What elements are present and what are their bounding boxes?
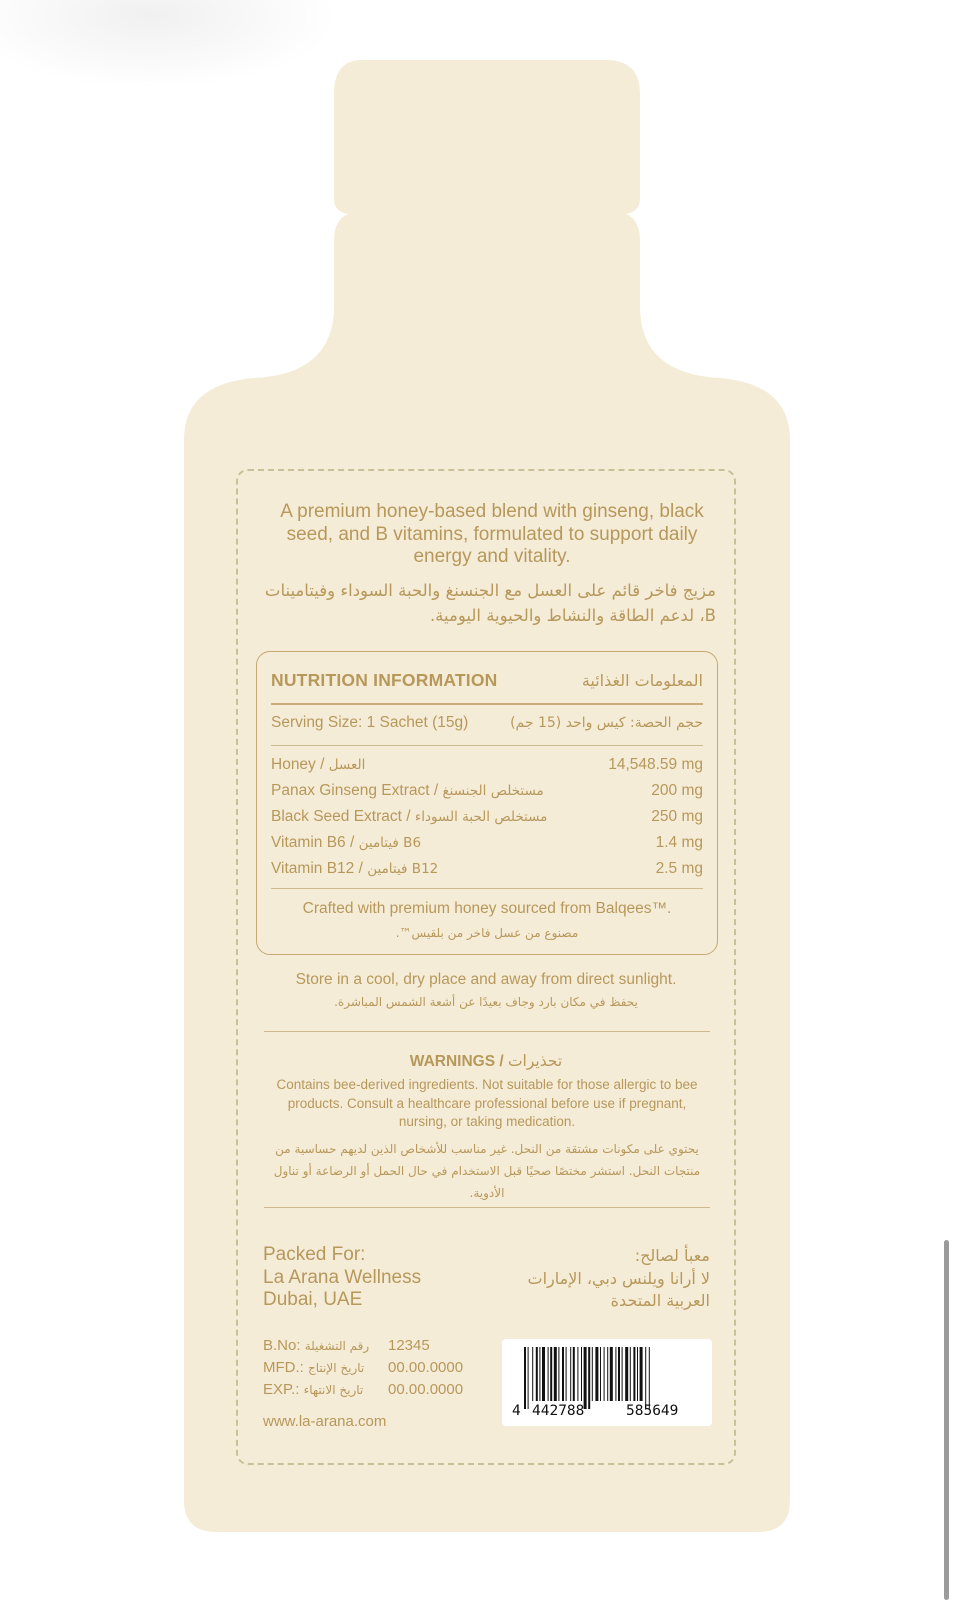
barcode-bar [548,1347,549,1401]
barcode-bar [562,1347,564,1401]
barcode-bar [536,1347,538,1401]
packed-for-arabic: معبأ لصالح: لا أرانا ويلنس دبي، الإمارات العربية المتحدة [527,1246,710,1310]
barcode-bar [625,1347,628,1401]
nutrition-row-label: Honey / العسل [271,756,366,773]
barcode-bar [595,1347,598,1401]
nutrition-row [271,834,703,860]
barcode-bar [584,1347,587,1409]
manufacture-date-value: 00.00.0000 [388,1359,464,1376]
scrollbar[interactable] [944,1240,949,1600]
barcode-bar [581,1347,582,1401]
section-divider [264,1207,710,1208]
barcode [502,1339,712,1426]
nutrition-row-value: 14,548.59 mg [608,756,703,773]
barcode-bar [622,1347,623,1401]
barcode-bar [630,1347,631,1401]
nutrition-footer-rule [271,888,703,889]
nutrition-row [271,808,703,834]
barcode-bar [592,1347,593,1401]
serving-size-english: Serving Size: 1 Sachet (15g) [271,714,469,731]
barcode-bar [610,1347,613,1401]
description-english: A premium honey-based blend with ginseng, black seed, and B vitamins, formulated to support daily energy and vitality. [280,501,704,567]
nutrition-row-label: Black Seed Extract / مستخلص الحبة السوداء [271,808,548,825]
nutrition-row-value: 2.5 mg [655,860,703,877]
barcode-bar [600,1347,601,1401]
nutrition-row [271,782,703,808]
crafted-note-english: Crafted with premium honey sourced from Balqees™. [302,900,672,917]
barcode-bar [615,1347,616,1401]
barcode-bar [640,1347,643,1401]
barcode-bar [618,1347,620,1401]
nutrition-row-value: 200 mg [651,782,703,799]
nutrition-header-rule [271,703,703,705]
nutrition-row-label: Panax Ginseng Extract / مستخلص الجنسنغ [271,782,544,799]
barcode-bar [604,1347,605,1401]
nutrition-title-english: NUTRITION INFORMATION [271,670,498,690]
barcode-bar [542,1347,545,1401]
nutrition-row [271,860,703,886]
warnings-title: WARNINGS / تحذيرات [409,1052,563,1070]
barcode-bar [649,1347,650,1409]
storage-arabic: يحفظ في مكان بارد وجاف بعيدًا عن أشعة الشمس المباشرة. [334,995,638,1009]
nutrition-row-value: 1.4 mg [655,834,703,851]
nutrition-panel [256,651,718,955]
barcode-bar [633,1347,635,1401]
batch-number-row: B.No: رقم التشغيلة 12345 [263,1337,430,1354]
barcode-bar [573,1347,575,1401]
manufacture-date-row: MFD.: تاريخ الإنتاج 00.00.0000 [263,1359,464,1376]
warnings-arabic: يحتوي على مكونات مشتقة من النحل. غير مناسب للأشخاص الذين لديهم حساسية من منتجات النحل. استشر مختصًا صحيًا قبل الاستخدام في حال الحمل أو الرضاعة أو تناول الأدوية. [273,1142,701,1200]
storage-english: Store in a cool, dry place and away from direct sunlight. [295,971,677,988]
barcode-bar [550,1347,552,1401]
website-link[interactable]: www.la-arana.com [263,1413,387,1430]
crafted-note-arabic: مصنوع من عسل فاخر من بلقيس™. [395,926,579,940]
nutrition-row [271,756,703,782]
barcode-bar [588,1347,590,1409]
barcode-bar [554,1347,557,1401]
nutrition-title-arabic: المعلومات الغذائية [581,671,703,690]
barcode-bar [570,1347,571,1401]
nutrition-row-label: Vitamin B6 / فيتامين B6 [271,834,422,851]
barcode-bar [539,1347,540,1401]
description-arabic: مزيج فاخر قائم على العسل مع الجنسنغ والحبة السوداء وفيتامينات B، لدعم الطاقة والنشاط والحيوية اليومية. [264,581,716,625]
nutrition-row-value: 250 mg [651,808,703,825]
barcode-bar [532,1347,533,1401]
section-divider [264,1031,710,1032]
barcode-bar [577,1347,578,1401]
barcode-bar [528,1347,529,1409]
expiry-date-value: 00.00.0000 [388,1381,464,1398]
serving-size-arabic: حجم الحصة: كيس واحد (15 جم) [510,715,703,731]
barcode-bar [607,1347,608,1401]
serving-rule [271,745,703,746]
batch-number-value: 12345 [388,1337,430,1354]
warnings-english: Contains bee-derived ingredients. Not suitable for those allergic to bee products. Consult a healthcare professional before use if pregnant, nursing, or taking medication. [276,1077,698,1129]
barcode-bar [645,1347,646,1409]
barcode-bar [566,1347,567,1401]
packed-for-english: Packed For: La Arana Wellness Dubai, UAE [263,1244,422,1310]
barcode-bar [558,1347,559,1401]
nutrition-row-label: Vitamin B12 / فيتامين B12 [271,860,439,877]
barcode-bar [524,1347,526,1409]
barcode-bar [637,1347,638,1401]
expiry-date-row: EXP.: تاريخ الانتهاء 00.00.0000 [263,1381,464,1398]
barcode-digits: 4 442788 585649 [512,1403,679,1419]
